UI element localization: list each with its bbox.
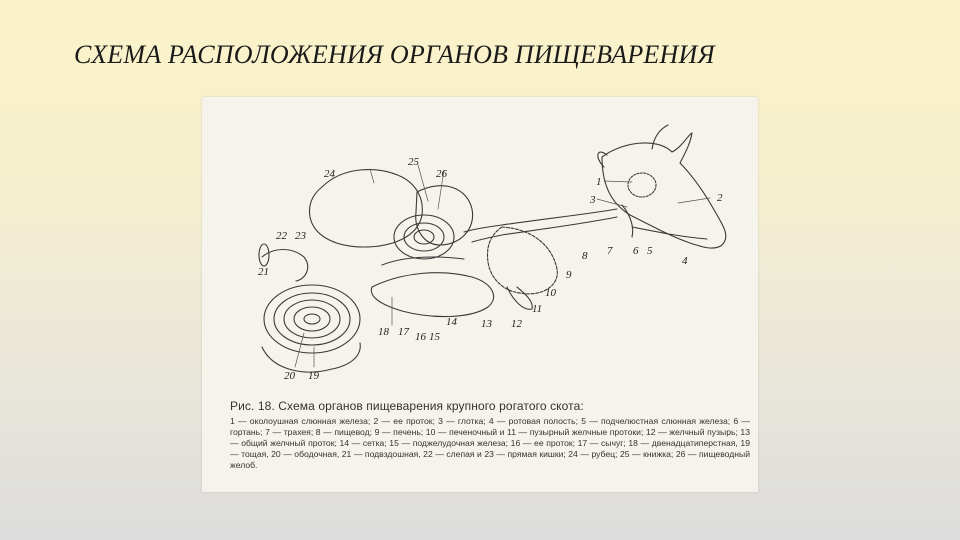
esophagus <box>464 209 617 232</box>
caption-body: 1 — околоушная слюнная железа; 2 — ее проток; 3 — глотка; 4 — ротовая полость; 5 — подчелюстная слюнная железа; 6 — гортань; 7 — трахея; 8 — пищевод; 9 — печень; 10 — печеночный и 11 — пузырный желчные протоки; 12 — желчный пузырь; 13 — общий желчный проток; 14 — сетка; 15 — поджелудочная железа; 16 — ее проток; 17 — сычуг; 18 — двенадцатиперстная, 19 — тощая, 20 — ободочная, 21 — подвздошная, 22 — слепая и 23 — прямая кишки; 24 — рубец; 25 — книжка; 26 — пищеводный желоб. <box>230 416 750 470</box>
label-18: 18 <box>378 326 389 338</box>
label-8: 8 <box>582 250 588 262</box>
label-16: 16 <box>415 331 426 343</box>
label-13: 13 <box>481 318 492 330</box>
omasum-coil <box>394 215 454 259</box>
duodenum <box>382 257 464 265</box>
label-12: 12 <box>511 318 522 330</box>
figure-caption <box>230 399 750 471</box>
label-11: 11 <box>532 303 543 315</box>
parotid-gland <box>628 173 656 197</box>
rumen <box>310 170 423 247</box>
label-19: 19 <box>308 370 319 382</box>
label-10: 10 <box>545 287 556 299</box>
trachea <box>472 217 617 242</box>
label-4: 4 <box>682 255 688 267</box>
cow-head-outline <box>602 133 726 248</box>
label-23: 23 <box>295 230 306 242</box>
digestive-organs-diagram <box>202 97 758 397</box>
label-7: 7 <box>607 245 613 257</box>
label-21: 21 <box>258 266 269 278</box>
label-9: 9 <box>566 269 572 281</box>
intestine-coil <box>264 285 360 353</box>
label-6: 6 <box>633 245 639 257</box>
label-22: 22 <box>276 230 287 242</box>
label-3: 3 <box>590 194 596 206</box>
slide-title: СХЕМА РАСПОЛОЖЕНИЯ ОРГАНОВ ПИЩЕВАРЕНИЯ <box>74 40 715 69</box>
label-5: 5 <box>647 245 653 257</box>
label-17: 17 <box>398 326 409 338</box>
small-intestine-loops <box>262 343 360 372</box>
label-2: 2 <box>717 192 723 204</box>
anatomy-figure <box>202 97 758 492</box>
label-24: 24 <box>324 168 335 180</box>
label-1: 1 <box>596 176 602 188</box>
label-25: 25 <box>408 156 419 168</box>
mouth-cavity <box>632 227 707 239</box>
label-26: 26 <box>436 168 447 180</box>
liver <box>488 227 558 294</box>
caption-title: Рис. 18. Схема органов пищеварения крупного рогатого скота: <box>230 399 584 413</box>
abomasum <box>371 273 493 317</box>
label-20: 20 <box>284 370 295 382</box>
label-15: 15 <box>429 331 440 343</box>
label-14: 14 <box>446 316 457 328</box>
